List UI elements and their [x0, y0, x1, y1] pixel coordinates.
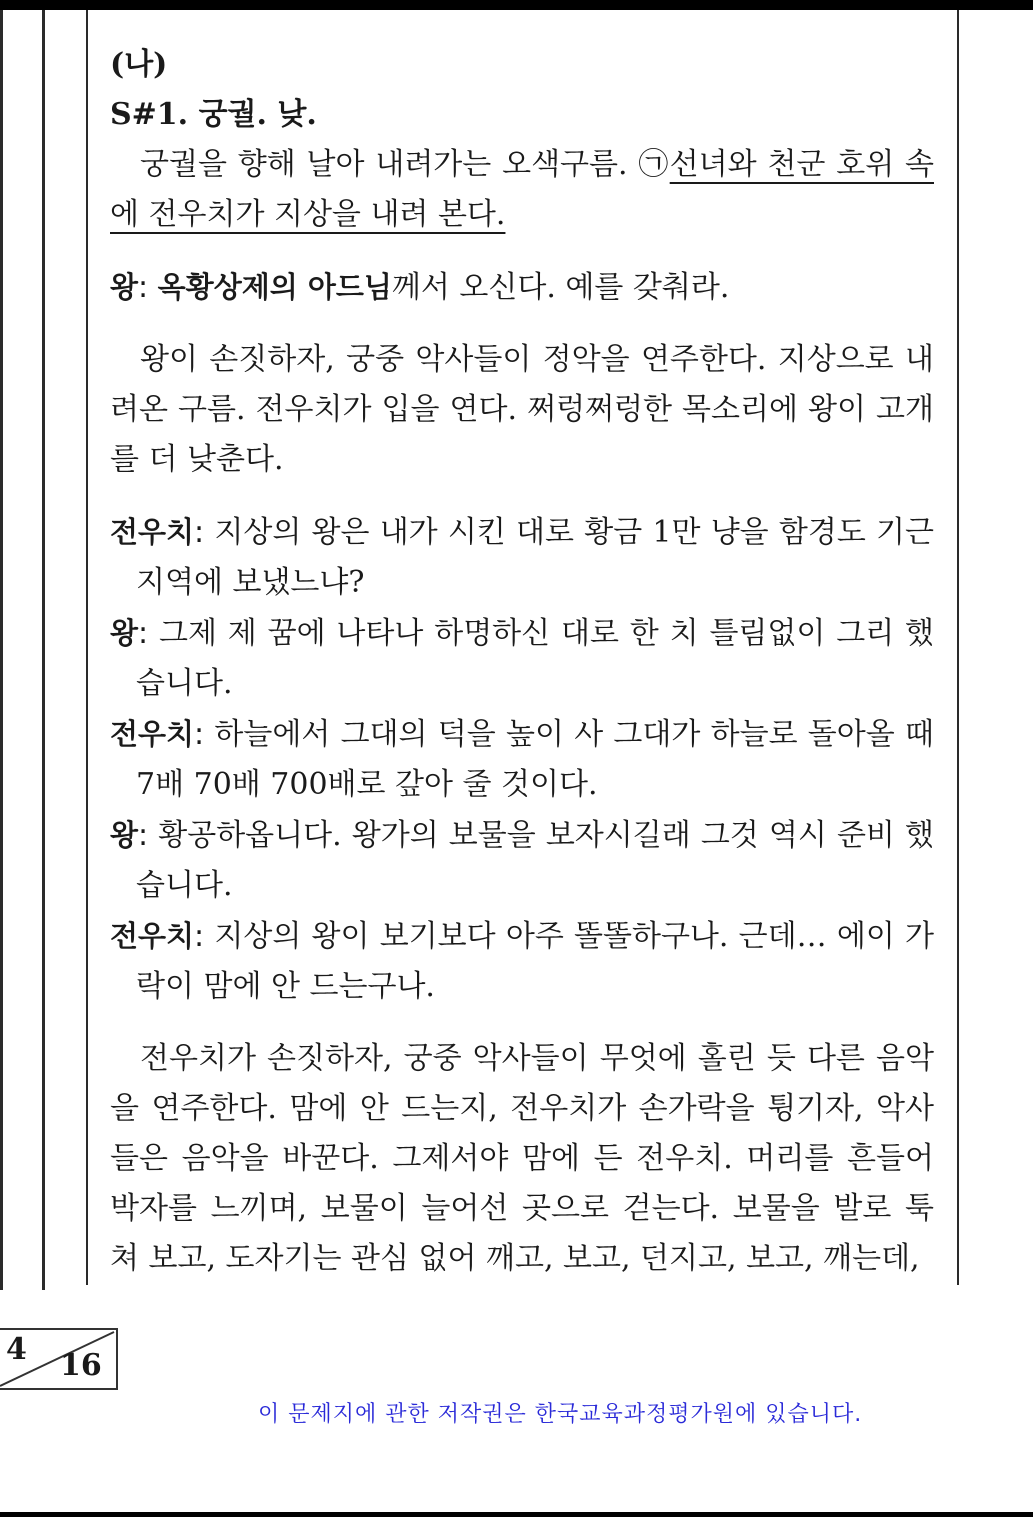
stage-direction-1-text: 궁궐을 향해 날아 내려가는 오색구름. — [140, 147, 639, 182]
dialogue-text: 황공하옵니다. 왕가의 보물을 보자시길래 그것 역시 준비 했습니다. — [136, 818, 934, 903]
dialogue-text: 그제 제 꿈에 나타나 하명하신 대로 한 치 틀림없이 그리 했습니다. — [136, 616, 934, 701]
dialogue-text: 지상의 왕이 보기보다 아주 똘똘하구나. 근데… 에이 가락이 맘에 안 드는구나. — [136, 919, 934, 1004]
dialogue-line — [110, 507, 934, 608]
copyright-notice: 이 문제지에 관한 저작권은 한국교육과정평가원에 있습니다. — [258, 1402, 863, 1427]
dialogue-text: 지상의 왕은 내가 시킨 대로 황금 1만 냥을 함경도 기근 지역에 보냈느냐? — [136, 515, 934, 600]
dialogue-text: 께서 오신다. 예를 갖춰라. — [391, 270, 730, 305]
left-column-rule-inner — [42, 10, 45, 1290]
stage-direction-2: 왕이 손짓하자, 궁중 악사들이 정악을 연주한다. 지상으로 내려온 구름. 전우치가 입을 연다. 쩌렁쩌렁한 목소리에 왕이 고개를 더 낮춘다. — [110, 342, 934, 477]
dialogue-line — [110, 810, 934, 911]
page-number-box — [0, 1328, 118, 1390]
speaker-separator: : — [138, 616, 159, 651]
left-column-rule-outer — [0, 10, 3, 1290]
dialogue-line — [110, 911, 934, 1012]
passage-content — [110, 40, 934, 1284]
underlined-phrase: 선녀와 천군 호위 속에 전우치가 지상을 내려 본다. — [110, 147, 934, 232]
stage-direction-3: 전우치가 손짓하자, 궁중 악사들이 무엇에 홀린 듯 다른 음악을 연주한다. 맘에 안 드는지, 전우치가 손가락을 튕기자, 악사들은 음악을 바꾼다. 그제서야 맘에 든 전우치. 머리를 흔들어 박자를 느끼며, 보물이 늘어선 곳으로 걷는다. 보물을 발로 툭 쳐 보고, 도자기는 관심 없어 깨고, 보고, 던지고, 보고, 깨는데, — [110, 1041, 934, 1276]
scene-heading: S#1. 궁궐. 낮. — [110, 97, 317, 132]
dialogue-line — [110, 608, 934, 709]
top-edge-bar — [0, 0, 1033, 10]
bottom-edge-line — [0, 1512, 1033, 1517]
speaker-separator: : — [194, 919, 215, 954]
speaker-name: 전우치 — [110, 919, 195, 953]
stage-direction-1 — [110, 140, 934, 240]
passage-box-left-rule — [86, 10, 88, 1285]
speaker-separator: : — [138, 270, 158, 305]
speaker-separator: : — [138, 818, 159, 853]
speaker-name: 왕 — [110, 818, 139, 852]
speaker-name: 전우치 — [110, 515, 195, 549]
dialogue-text: 하늘에서 그대의 덕을 높이 사 그대가 하늘로 돌아올 때 7배 70배 700배로 갚아 줄 것이다. — [136, 717, 934, 802]
passage-box-right-rule — [957, 10, 959, 1285]
section-label: (나) — [110, 47, 168, 82]
speaker-name: 왕 — [110, 270, 139, 304]
speaker-separator: : — [194, 515, 215, 550]
marker-giyeok: ㉠ — [638, 147, 670, 182]
speaker-name: 왕 — [110, 616, 139, 650]
speaker-name: 전우치 — [110, 717, 195, 751]
dialogue-line — [110, 709, 934, 810]
speaker-separator: : — [194, 717, 215, 752]
bold-phrase: 옥황상제의 아드님 — [157, 270, 392, 304]
current-page-number: 4 — [6, 1332, 27, 1367]
total-page-count: 16 — [60, 1348, 102, 1383]
dialogue-line-king-1 — [110, 262, 934, 313]
